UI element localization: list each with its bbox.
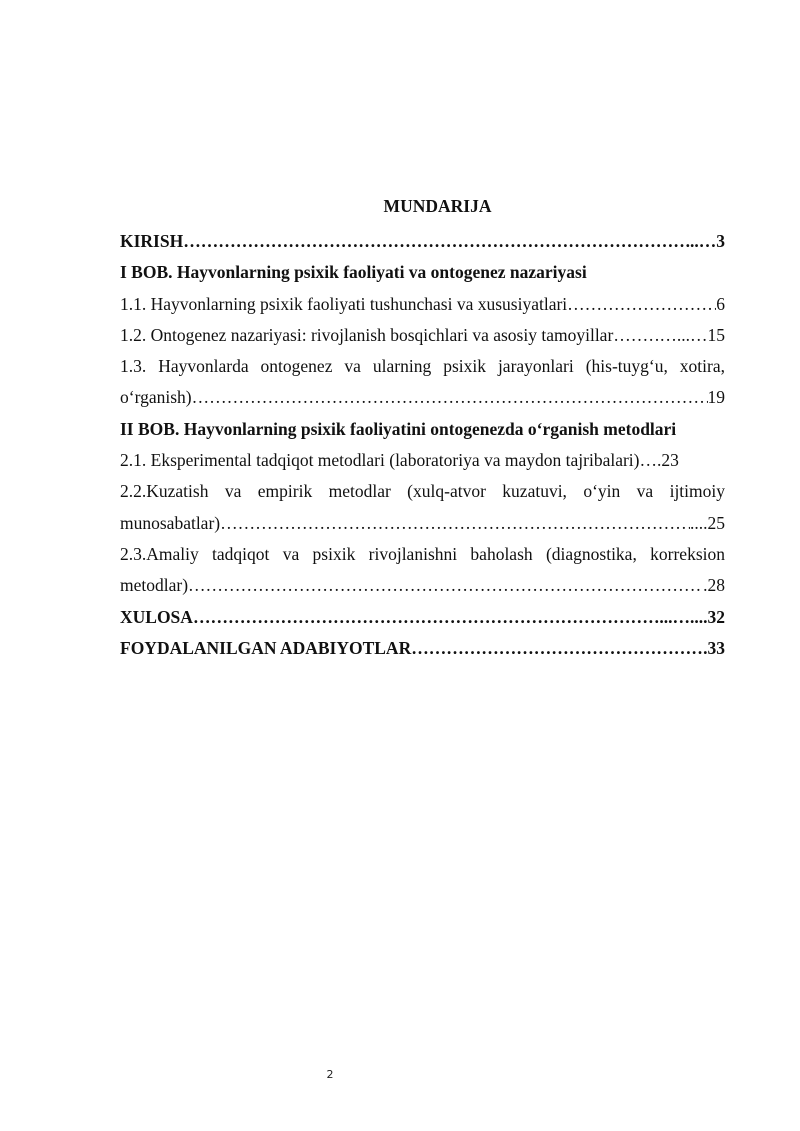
toc-entry-tail: …...… (659, 324, 708, 345)
toc-entry-references[interactable] (120, 633, 725, 664)
toc-entry-1-3[interactable] (120, 351, 725, 382)
dot-leader (220, 508, 690, 539)
toc-entry-page: 15 (707, 324, 725, 345)
toc-entry-continuation: o‘rganish) (120, 387, 192, 408)
toc-entry-xulosa[interactable] (120, 602, 725, 633)
toc-entry-1-2[interactable] (120, 320, 725, 351)
toc-entry-tail: …. (639, 450, 662, 471)
toc-entry-2-2-continued[interactable] (120, 508, 725, 539)
toc-entry-tail: ...… (685, 231, 717, 251)
toc-entry-text: 1.1. Hayvonlarning psixik faoliyati tushunchasi va xususiyatlari (120, 293, 568, 314)
toc-entry-page: 3 (716, 231, 725, 251)
toc-entry-page: 19 (707, 387, 725, 408)
toc-entry-text: 2.3.Amaliy tadqiqot va psixik rivojlanishni baholash (diagnostika, korreksion (120, 543, 725, 564)
toc-entry-continuation: munosabatlar) (120, 512, 221, 533)
toc-entry-text: 1.2. Ontogenez nazariyasi: rivojlanish bosqichlari va asosiy tamoyillar (120, 324, 614, 345)
toc-entry-page: 25 (707, 512, 725, 533)
toc-entry-page: 23 (661, 450, 679, 471)
toc-entry-2-1[interactable] (120, 445, 725, 476)
table-of-contents (120, 193, 725, 664)
toc-entry-page: 32 (707, 606, 725, 627)
toc-chapter-2[interactable] (120, 414, 725, 445)
toc-entry-tail: . (703, 575, 708, 596)
toc-entry-2-3[interactable] (120, 539, 725, 570)
toc-title: MUNDARIJA (383, 196, 492, 216)
toc-entry-text: I BOB. Hayvonlarning psixik faoliyati va ontogenez nazariyasi (120, 262, 587, 283)
toc-entry-text: 2.2.Kuzatish va empirik metodlar (xulq-atvor kuzatuvi, o‘yin va ijtimoiy (120, 481, 725, 502)
toc-entry-text: 2.1. Eksperimental tadqiqot metodlari (laboratoriya va maydon tajribalari) (120, 450, 640, 471)
dot-leader (192, 382, 708, 413)
dot-leader (411, 633, 703, 664)
toc-entry-1-1[interactable] (120, 289, 725, 320)
toc-entry-continuation: metodlar) (120, 575, 189, 596)
toc-entry-text: FOYDALANILGAN ADABIYOTLAR (120, 637, 412, 658)
toc-entry-text: KIRISH (120, 231, 184, 251)
toc-entry-text: XULOSA (120, 606, 193, 627)
dot-leader (613, 320, 659, 351)
toc-entry-page: 6 (716, 293, 725, 314)
toc-entry-kirish[interactable] (120, 226, 725, 257)
toc-entry-text: II BOB. Hayvonlarning psixik faoliyatini ontogenezda o‘rganish metodlari (120, 418, 677, 439)
toc-entry-tail: . (703, 637, 708, 658)
dot-leader (188, 570, 703, 601)
toc-entry-page: 33 (707, 637, 725, 658)
toc-entry-2-2[interactable] (120, 476, 725, 507)
page-number: 2 (326, 1068, 334, 1081)
toc-entry-tail: .... (690, 512, 708, 533)
dot-leader (567, 289, 716, 320)
toc-chapter-1[interactable] (120, 257, 725, 288)
toc-entry-2-3-continued[interactable] (120, 570, 725, 601)
toc-entry-tail: ...….... (659, 606, 708, 627)
dot-leader (193, 602, 659, 633)
toc-entry-page: 28 (707, 575, 725, 596)
dot-leader (183, 226, 685, 257)
toc-entry-text: 1.3. Hayvonlarda ontogenez va ularning psixik jarayonlari (his-tuyg‘u, xotira, (120, 356, 725, 377)
toc-entry-1-3-continued[interactable] (120, 382, 725, 413)
